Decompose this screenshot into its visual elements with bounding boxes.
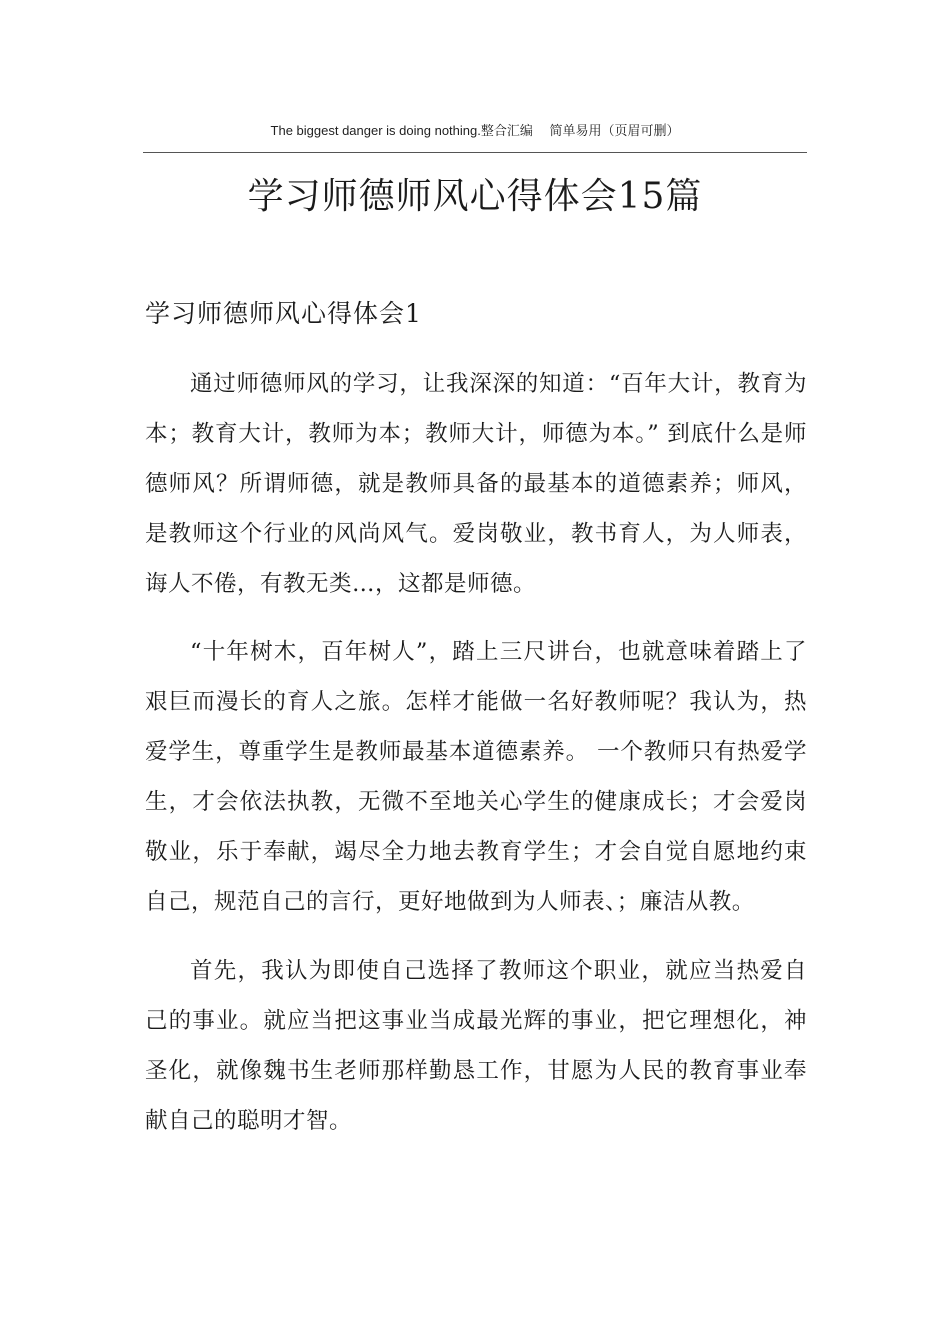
paragraph: 通过师德师风的学习，让我深深的知道：“百年大计，教育为本；教育大计，教师为本；教师大计，师德为本。” 到底什么是师德师风？所谓师德，就是教师具备的最基本的道德素养；师风，是教师这个行业的风尚风气。爱岗敬业，教书育人，为人师表，诲人不倦，有教无类…，这都是师德。	[145, 371, 807, 597]
page-header: The biggest danger is doing nothing.整合汇编 简单易用（页眉可删）	[270, 123, 680, 138]
header-divider	[143, 152, 807, 153]
paragraph: 首先，我认为即使自己选择了教师这个职业，就应当热爱自己的事业。就应当把这事业当成最光辉的事业，把它理想化，神圣化，就像魏书生老师那样勤恳工作，甘愿为人民的教育事业奉献自己的聪明才智。	[145, 958, 807, 1134]
document-title: 学习师德师风心得体会15篇	[247, 176, 703, 217]
section-title: 学习师德师风心得体会1	[145, 299, 422, 328]
paragraph: “十年树木，百年树人”，踏上三尺讲台，也就意味着踏上了艰巨而漫长的育人之旅。怎样才能做一名好教师呢？我认为，热爱学生，尊重学生是教师最基本道德素养。 一个教师只有热爱学生，才会依法执教，无微不至地关心学生的健康成长；才会爱岗敬业，乐于奉献，竭尽全力地去教育学生；才会自觉自愿地约束自己，规范自己的言行，更好地做到为人师表、；廉洁从教。	[145, 639, 807, 915]
